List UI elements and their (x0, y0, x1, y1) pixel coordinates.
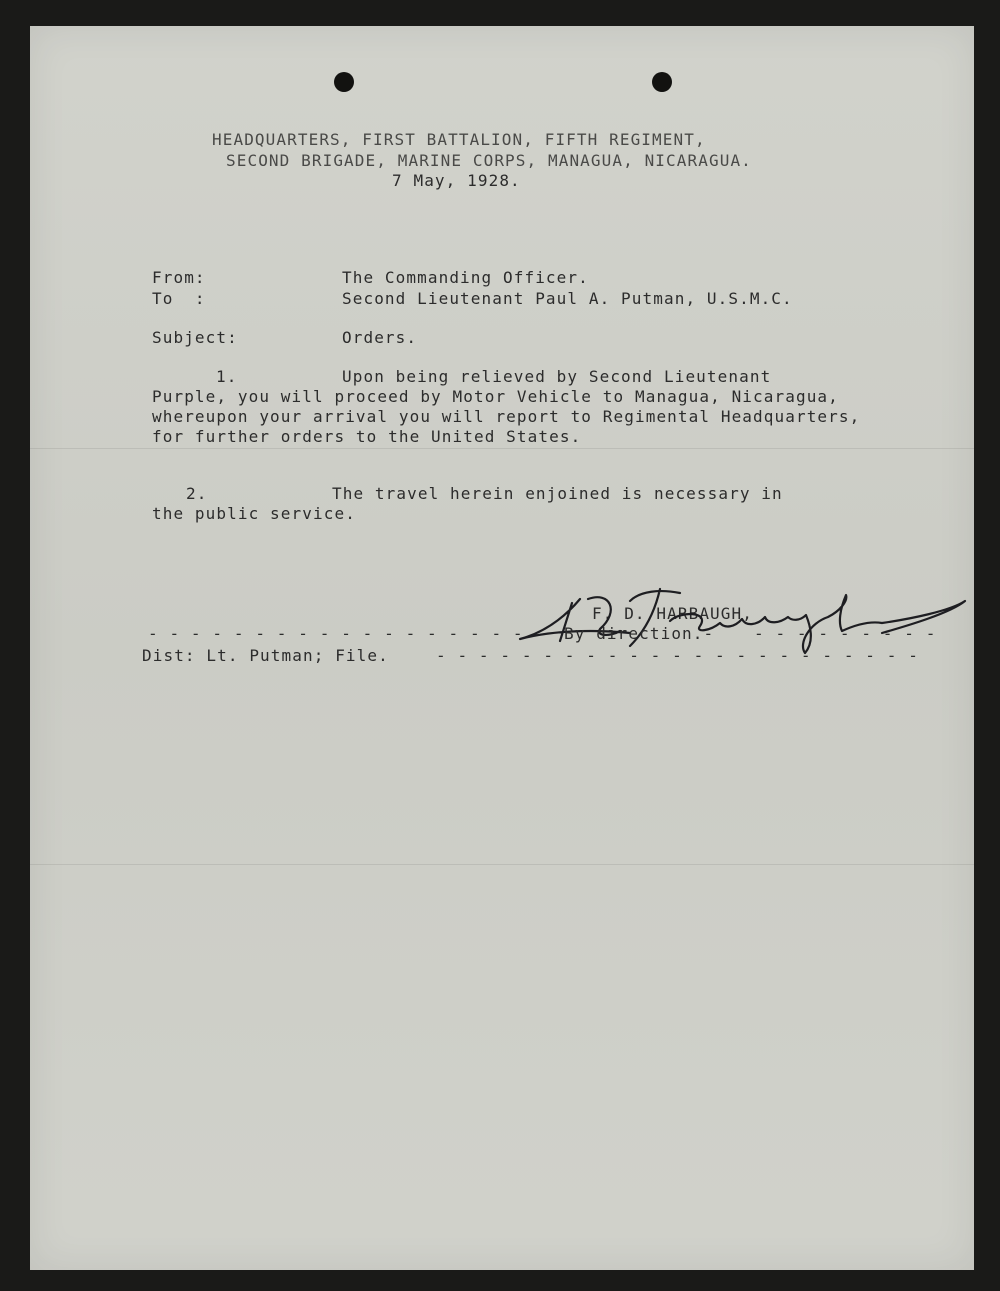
subject-label: Subject: (152, 328, 238, 347)
to-value: Second Lieutenant Paul A. Putman, U.S.M.C. (342, 289, 793, 308)
paragraph-1-line-3: whereupon your arrival you will report to Regimental Headquarters, (152, 407, 861, 426)
subject-value: Orders. (342, 328, 418, 347)
dashed-rule-upper-left: - - - - - - - - - - - - - - - - - - (148, 624, 524, 643)
paragraph-2-number: 2. (186, 484, 208, 503)
letter-date: 7 May, 1928. (392, 171, 521, 190)
distribution-line: Dist: Lt. Putman; File. (142, 646, 389, 665)
paragraph-1-line-4: for further orders to the United States. (152, 427, 582, 446)
paragraph-2-line-1: The travel herein enjoined is necessary in (332, 484, 783, 503)
fold-line-lower (30, 864, 974, 865)
punch-hole-left (334, 72, 354, 92)
paragraph-1-line-2: Purple, you will proceed by Motor Vehicle to Managua, Nicaragua, (152, 387, 839, 406)
by-direction: By direction.- (564, 624, 715, 643)
from-value: The Commanding Officer. (342, 268, 589, 287)
signatory-name: F. D. HARBAUGH, (592, 604, 753, 623)
dashed-rule-lower: - - - - - - - - - - - - - - - - - - - - - - - (436, 646, 919, 665)
letterhead-line-2: SECOND BRIGADE, MARINE CORPS, MANAGUA, NICARAGUA. (226, 151, 752, 170)
dashed-rule-upper-right: - - - - - - - - - (754, 624, 937, 643)
to-label: To : (152, 289, 206, 308)
document-page (30, 26, 974, 1270)
letterhead-line-1: HEADQUARTERS, FIRST BATTALION, FIFTH REGIMENT, (212, 130, 706, 149)
punch-hole-right (652, 72, 672, 92)
paragraph-2-line-2: the public service. (152, 504, 356, 523)
paragraph-1-number: 1. (216, 367, 238, 386)
fold-line-upper (30, 448, 974, 449)
from-label: From: (152, 268, 206, 287)
paragraph-1-line-1: Upon being relieved by Second Lieutenant (342, 367, 772, 386)
